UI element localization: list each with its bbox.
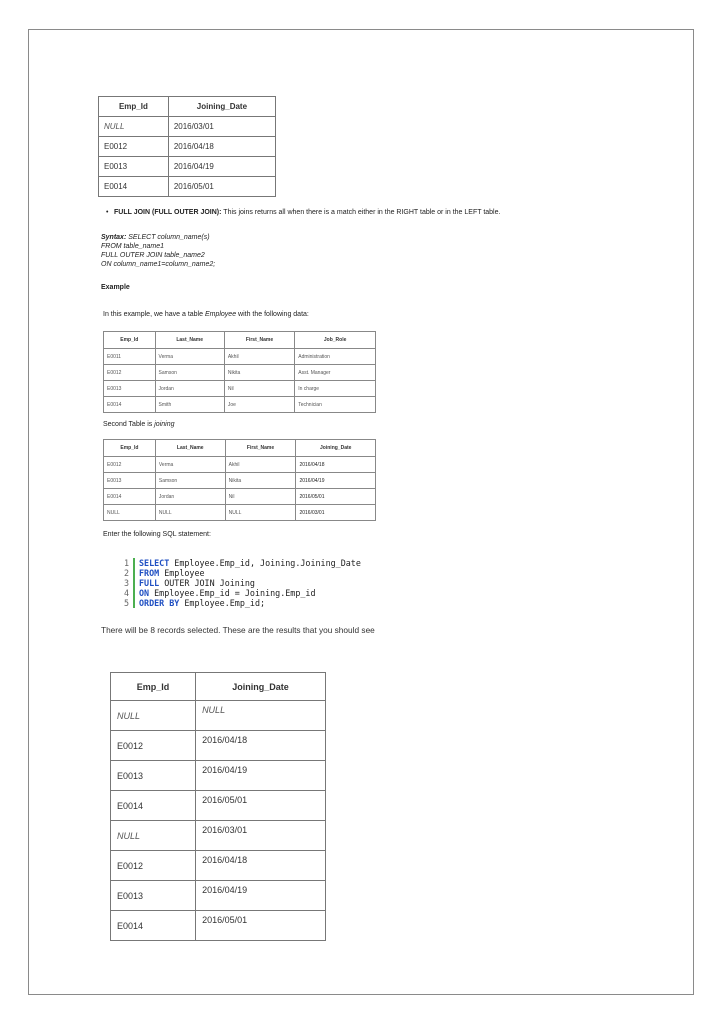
sql-keyword: SELECT	[139, 558, 170, 568]
code-line	[117, 578, 361, 588]
cell: E0014	[104, 397, 156, 413]
cell: Joe	[224, 397, 294, 413]
header-emp-id: Emp_Id	[111, 673, 196, 701]
joining-table	[103, 439, 376, 521]
sql-text: Employee.Emp_id = Joining.Emp_id	[149, 588, 316, 598]
header-first-name: First_Name	[224, 332, 294, 349]
sql-text: Employee.Emp_id;	[179, 598, 266, 608]
header-first-name: First_Name	[225, 440, 296, 457]
table-row	[99, 137, 276, 157]
cell: E0012	[104, 365, 156, 381]
cell: Technician	[295, 397, 376, 413]
caption-before: Second Table is	[103, 421, 155, 428]
intro-text	[103, 311, 309, 318]
line-number: 4	[117, 588, 135, 598]
header-emp-id: Emp_Id	[104, 440, 156, 457]
cell-joining-date: NULL	[196, 701, 326, 731]
line-number: 1	[117, 558, 135, 568]
table-row	[111, 761, 326, 791]
table-row	[104, 489, 376, 505]
cell-joining-date: 2016/04/18	[196, 851, 326, 881]
table-row	[111, 851, 326, 881]
table-row	[99, 117, 276, 137]
table-row	[104, 473, 376, 489]
cell: NULL	[155, 505, 225, 521]
employee-table	[103, 331, 376, 413]
cell-joining-date: 2016/05/01	[196, 791, 326, 821]
cell: E0013	[104, 473, 156, 489]
line-number: 3	[117, 578, 135, 588]
syntax-line: ON column_name1=column_name2;	[101, 261, 216, 268]
cell: Jordan	[155, 381, 224, 397]
table-row	[104, 365, 376, 381]
cell: Verma	[155, 457, 225, 473]
table-row	[104, 397, 376, 413]
sql-text: Employee.Emp_id, Joining.Joining_Date	[169, 558, 361, 568]
bullet-dot: •	[106, 209, 109, 216]
cell: E0013	[104, 381, 156, 397]
table-row	[111, 731, 326, 761]
header-joining-date: Joining_Date	[196, 673, 326, 701]
sql-code-block	[117, 558, 361, 608]
table-joining-partial	[98, 96, 276, 197]
cell-emp-id: E0014	[111, 791, 196, 821]
cell: Nil	[225, 489, 296, 505]
cell: Akhil	[225, 457, 296, 473]
cell: 2016/05/01	[296, 489, 376, 505]
sql-keyword: FROM	[139, 568, 160, 578]
bullet-bold-term: FULL JOIN (FULL OUTER JOIN):	[114, 209, 222, 216]
intro-before: In this example, we have a table	[103, 311, 205, 318]
line-number: 5	[117, 598, 135, 608]
table-row	[111, 701, 326, 731]
cell: 2016/04/18	[296, 457, 376, 473]
header-joining-date: Joining_Date	[168, 97, 275, 117]
cell: Nikita	[225, 473, 296, 489]
cell: E0014	[104, 489, 156, 505]
cell-joining-date: 2016/04/18	[196, 731, 326, 761]
cell-joining-date: 2016/05/01	[168, 177, 275, 197]
table-header-row	[99, 97, 276, 117]
table-row	[104, 457, 376, 473]
caption-table-name: joining	[154, 421, 175, 428]
cell-emp-id: NULL	[111, 821, 196, 851]
cell-emp-id: E0012	[111, 851, 196, 881]
table-row	[104, 505, 376, 521]
cell-joining-date: 2016/04/18	[168, 137, 275, 157]
code-line	[117, 558, 361, 568]
cell-emp-id: E0012	[99, 137, 169, 157]
syntax-line: SELECT column_name(s)	[126, 234, 210, 241]
code-line	[117, 568, 361, 578]
table-row	[111, 881, 326, 911]
example-heading: Example	[101, 284, 130, 291]
intro-table-name: Employee	[204, 311, 237, 318]
full-join-bullet	[106, 209, 654, 216]
cell: In charge	[295, 381, 376, 397]
cell: Administration	[295, 349, 376, 365]
bullet-description: This joins returns all when there is a match either in the RIGHT table or in the LEFT table.	[221, 209, 501, 216]
syntax-line: FROM table_name1	[101, 243, 165, 250]
cell-emp-id: E0014	[99, 177, 169, 197]
cell-emp-id: NULL	[99, 117, 169, 137]
cell-joining-date: 2016/04/19	[196, 881, 326, 911]
cell: 2016/03/01	[296, 505, 376, 521]
header-joining-date: Joining_Date	[296, 440, 376, 457]
cell: E0012	[104, 457, 156, 473]
sql-keyword: ORDER BY	[139, 598, 180, 608]
table-row	[111, 821, 326, 851]
header-last-name: Last_Name	[155, 332, 224, 349]
code-line	[117, 598, 361, 608]
code-line	[117, 588, 361, 598]
cell-emp-id: NULL	[111, 701, 196, 731]
cell: Nikita	[224, 365, 294, 381]
table-row	[104, 381, 376, 397]
header-emp-id: Emp_Id	[99, 97, 169, 117]
cell-emp-id: E0013	[111, 761, 196, 791]
table-row	[99, 157, 276, 177]
cell: Samson	[155, 473, 225, 489]
cell-joining-date: 2016/05/01	[196, 911, 326, 941]
table-header-row	[104, 440, 376, 457]
syntax-line: FULL OUTER JOIN table_name2	[101, 252, 205, 259]
sql-keyword: FULL	[139, 578, 160, 588]
sql-text: OUTER JOIN Joining	[159, 578, 255, 588]
line-number: 2	[117, 568, 135, 578]
cell-joining-date: 2016/03/01	[168, 117, 275, 137]
cell-emp-id: E0012	[111, 731, 196, 761]
cell: NULL	[225, 505, 296, 521]
results-description: There will be 8 records selected. These are the results that you should see	[101, 625, 375, 635]
intro-after: with the following data:	[236, 311, 309, 318]
cell: Jordan	[155, 489, 225, 505]
cell-emp-id: E0013	[99, 157, 169, 177]
cell: Verma	[155, 349, 224, 365]
cell: NULL	[104, 505, 156, 521]
table-header-row	[111, 673, 326, 701]
cell: 2016/04/19	[296, 473, 376, 489]
cell-joining-date: 2016/03/01	[196, 821, 326, 851]
sql-text: Employee	[159, 568, 205, 578]
cell: Akhil	[224, 349, 294, 365]
cell-joining-date: 2016/04/19	[196, 761, 326, 791]
header-job-role: Job_Role	[295, 332, 376, 349]
second-table-caption	[103, 421, 175, 428]
cell-emp-id: E0014	[111, 911, 196, 941]
cell: E0011	[104, 349, 156, 365]
table-row	[104, 349, 376, 365]
table-row	[111, 911, 326, 941]
result-table	[110, 672, 326, 941]
table-row	[99, 177, 276, 197]
cell: Smith	[155, 397, 224, 413]
table-header-row	[104, 332, 376, 349]
syntax-label: Syntax:	[101, 234, 127, 241]
header-last-name: Last_Name	[155, 440, 225, 457]
cell: Nil	[224, 381, 294, 397]
cell-joining-date: 2016/04/19	[168, 157, 275, 177]
sql-keyword: ON	[139, 588, 150, 598]
cell: Samson	[155, 365, 224, 381]
cell: Asst. Manager	[295, 365, 376, 381]
header-emp-id: Emp_Id	[104, 332, 156, 349]
table-row	[111, 791, 326, 821]
syntax-block	[101, 233, 215, 269]
enter-sql-text: Enter the following SQL statement:	[103, 531, 211, 538]
cell-emp-id: E0013	[111, 881, 196, 911]
